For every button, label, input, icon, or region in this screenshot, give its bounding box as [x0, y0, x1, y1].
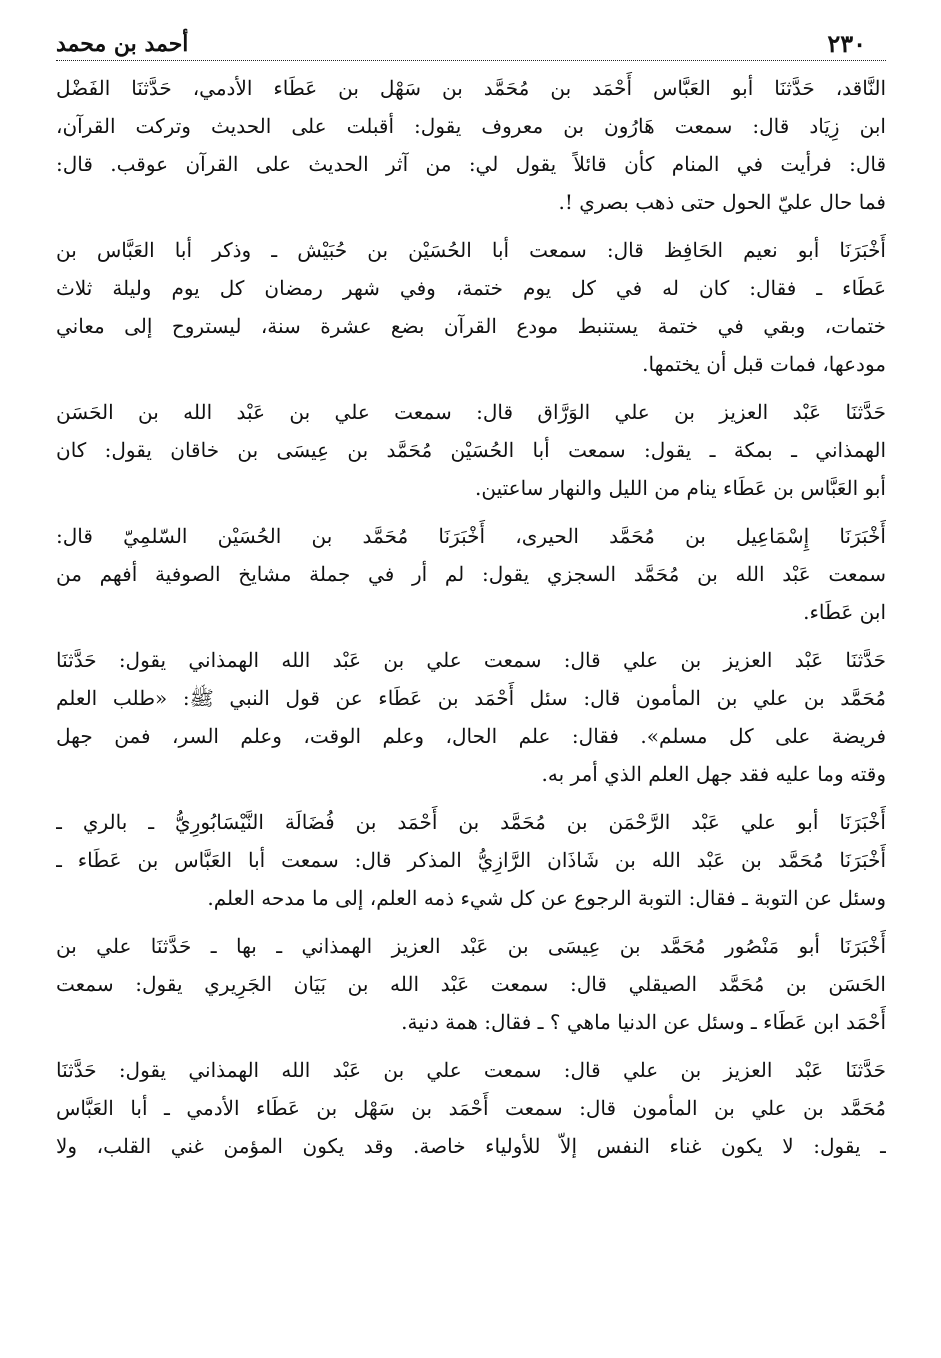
- text-line: مُحَمَّد بن علي بن المأمون قال: سمعت أَحْمَد بن سَهْل بن عَطَاء الأدمي ـ أبا العَبَّاس: [56, 1096, 886, 1120]
- running-title: أحمد بن محمد: [56, 30, 194, 58]
- body-text: [56, 69, 886, 1165]
- paragraph: [56, 517, 886, 631]
- text-line: مودعها، فمات قبل أن يختمها.: [642, 352, 886, 376]
- text-line: أَخْبَرَنَا إِسْمَاعِيل بن مُحَمَّد الحيرى، أَخْبَرَنَا مُحَمَّد بن الحُسَيْن السّلمِيّ قال:: [56, 524, 886, 548]
- text-line: الحَسَن بن مُحَمَّد الصيقلي قال: سمعت عَبْد الله بن بَيَان الجَرِيري يقول: سمعت: [56, 972, 886, 996]
- running-head: [56, 30, 886, 61]
- paragraph: [56, 69, 886, 221]
- page-number: ٢٣٠: [827, 29, 866, 58]
- text-line: مُحَمَّد بن علي بن المأمون قال: سئل أَحْمَد بن عَطَاء عن قول النبي ﷺ: «طلب العلم: [56, 686, 886, 710]
- paragraph: [56, 803, 886, 917]
- text-line: سمعت عَبْد الله بن مُحَمَّد السجزي يقول: لم أر في جملة مشايخ الصوفية أفهم من: [56, 562, 886, 586]
- text-line: عَطَاء ـ فقال: كان له في كل يوم ختمة، وفي شهر رمضان كل يوم وليلة ثلاث: [56, 276, 886, 300]
- text-line: ابن عَطَاء.: [803, 600, 886, 624]
- text-line: حَدَّثنَا عَبْد العزيز بن علي قال: سمعت علي بن عَبْد الله الهمذاني يقول: حَدَّثنَا: [56, 648, 886, 672]
- paragraph: [56, 393, 886, 507]
- text-line: النَّاقد، حَدَّثنَا أبو العَبَّاس أَحْمَد بن مُحَمَّد بن سَهْل بن عَطَاء الأدمي، حَدَّثنَا الفَضْل: [56, 76, 886, 100]
- text-line: ختمات، وبقي في ختمة يستنبط مودع القرآن بضع عشرة سنة، ليستروح إلى معاني: [56, 314, 886, 338]
- text-line: فريضة على كل مسلم». فقال: علم الحال، وعلم الوقت، وعلم السر، فمن جهل: [56, 724, 886, 748]
- text-line: أَخْبَرَنَا أبو نعيم الحَافِظ قال: سمعت أبا الحُسَيْن بن حُبَيْش ـ وذكر أبا العَبَّاس بن: [56, 238, 886, 262]
- text-line: ابن زِيَاد قال: سمعت هَارُون بن معروف يقول: أقبلت على الحديث وتركت القرآن،: [56, 114, 886, 138]
- text-line: أَخْبَرَنَا أبو مَنْصُور مُحَمَّد بن عِيسَى بن عَبْد العزيز الهمذاني ـ بها ـ حَدَّثنَا علي بن: [56, 934, 886, 958]
- text-line: أَخْبَرَنَا أبو علي عَبْد الرَّحْمَن بن مُحَمَّد بن أَحْمَد بن فُضَالَة النَّيْسَابُورِيُّ ـ بالري ـ: [56, 810, 886, 834]
- text-line: أَخْبَرَنَا مُحَمَّد بن عَبْد الله بن شَاذَان الرَّازِيُّ المذكر قال: سمعت أبا العَبَّاس بن عَطَاء ـ: [56, 848, 886, 872]
- text-line: وسئل عن التوبة ـ فقال: التوبة الرجوع عن كل شيء ذمه العلم، إلى ما مدحه العلم.: [207, 886, 886, 910]
- text-line: الهمذاني ـ بمكة ـ يقول: سمعت أبا الحُسَيْن مُحَمَّد بن عِيسَى بن خاقان يقول: كان: [56, 438, 886, 462]
- paragraph: [56, 1051, 886, 1165]
- text-line: وقته وما عليه فقد جهل العلم الذي أمر به.: [541, 762, 886, 786]
- text-line: قال: فرأيت في المنام كأن قائلاً يقول لي: من آثر الحديث على القرآن عوقب. قال:: [56, 152, 886, 176]
- text-line: أبو العَبَّاس بن عَطَاء ينام من الليل والنهار ساعتين.: [474, 476, 886, 500]
- text-line: حَدَّثنَا عَبْد العزيز بن علي الوَرَّاق قال: سمعت علي بن عَبْد الله بن الحَسَن: [56, 400, 886, 424]
- paragraph: [56, 641, 886, 793]
- paragraph: [56, 231, 886, 383]
- text-line: فما حال عليّ الحول حتى ذهب بصري !.: [558, 190, 886, 214]
- book-page: [56, 30, 886, 1340]
- text-line: ـ يقول: لا يكون غناء النفس إلاّ للأولياء خاصة. وقد يكون المؤمن غني القلب، ولا: [56, 1134, 886, 1158]
- paragraph: [56, 927, 886, 1041]
- text-line: حَدَّثنَا عَبْد العزيز بن علي قال: سمعت علي بن عَبْد الله الهمذاني يقول: حَدَّثنَا: [56, 1058, 886, 1082]
- text-line: أَحْمَد ابن عَطَاء ـ وسئل عن الدنيا ماهي ؟ ـ فقال: همة دنية.: [401, 1010, 886, 1034]
